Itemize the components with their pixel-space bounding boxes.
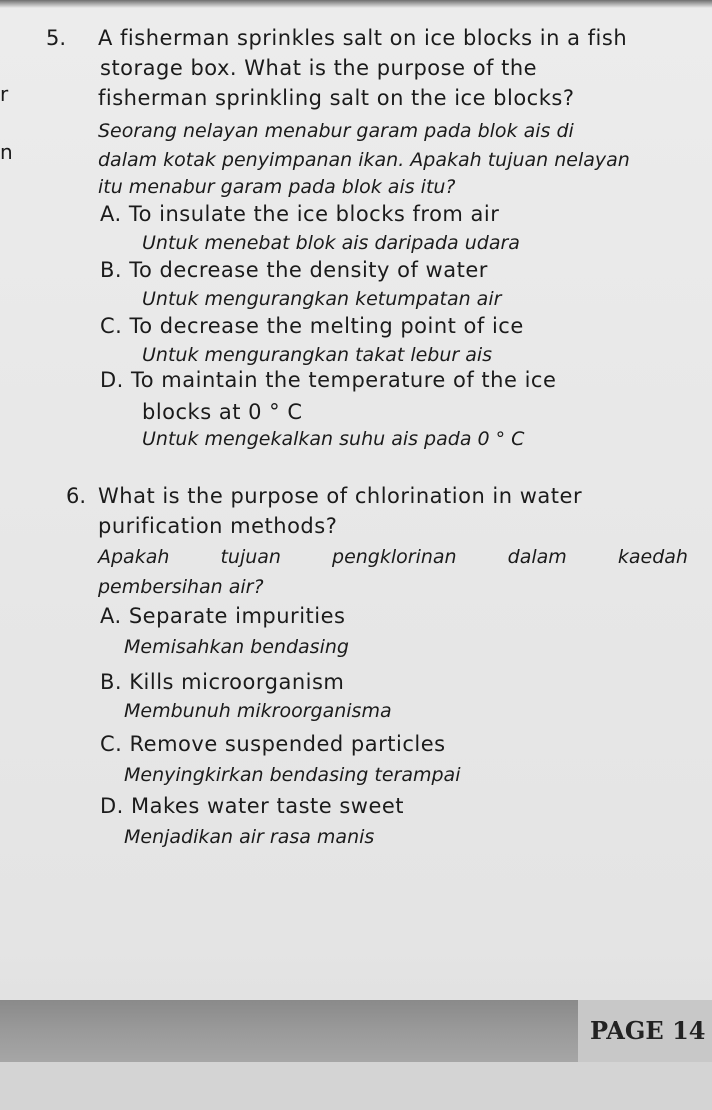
question-6-ms-word: tujuan (220, 546, 281, 568)
question-6-ms-word: Apakah (98, 546, 170, 568)
question-5-text-ms: itu menabur garam pada blok ais itu? (98, 176, 456, 198)
question-5-option-b-ms: Untuk mengurangkan ketumpatan air (142, 288, 502, 310)
question-6-ms-word: kaedah (617, 546, 688, 568)
question-5-option-d: D. To maintain the temperature of the ice (100, 368, 557, 392)
question-6-text-en: purification methods? (98, 514, 338, 538)
question-6-option-d-ms: Menjadikan air rasa manis (124, 826, 375, 848)
question-5-option-b: B. To decrease the density of water (100, 258, 488, 282)
margin-mark: r (0, 82, 9, 106)
question-5-text-ms: Seorang nelayan menabur garam pada blok ais di (98, 120, 574, 142)
question-5-number: 5. (46, 26, 67, 50)
question-5-option-a-ms: Untuk menebat blok ais daripada udara (142, 232, 520, 254)
question-6-option-c: C. Remove suspended particles (100, 732, 446, 756)
page-bottom-strip (0, 1062, 712, 1110)
question-6-option-d: D. Makes water taste sweet (100, 794, 405, 818)
question-5-option-c-ms: Untuk mengurangkan takat lebur ais (142, 344, 493, 366)
question-6-option-c-ms: Menyingkirkan bendasing terampai (124, 764, 461, 786)
question-6-ms-word: pengklorinan (332, 546, 457, 568)
question-6-text-ms: pembersihan air? (98, 576, 264, 598)
page-number: PAGE 14 (590, 1016, 706, 1045)
question-6-option-b-ms: Membunuh mikroorganisma (124, 700, 392, 722)
question-5-option-d-ms: Untuk mengekalkan suhu ais pada 0 ° C (142, 428, 525, 450)
question-6-text-ms (98, 546, 688, 568)
question-5-text-en: storage box. What is the purpose of the (100, 56, 538, 80)
page-edge-shadow (0, 0, 712, 8)
question-6-number: 6. (66, 484, 87, 508)
question-5-text-ms: dalam kotak penyimpanan ikan. Apakah tujuan nelayan (98, 149, 630, 171)
question-6-text-en: What is the purpose of chlorination in water (98, 484, 583, 508)
question-6-option-a: A. Separate impurities (100, 604, 346, 628)
margin-mark: n (0, 140, 13, 164)
question-6-option-b: B. Kills microorganism (100, 670, 345, 694)
question-5-option-d-line2: blocks at 0 ° C (142, 400, 303, 424)
question-5-option-a: A. To insulate the ice blocks from air (100, 202, 500, 226)
question-6-option-a-ms: Memisahkan bendasing (124, 636, 349, 658)
question-5-option-c: C. To decrease the melting point of ice (100, 314, 524, 338)
question-6-ms-word: dalam (507, 546, 567, 568)
question-5-text-en: A fisherman sprinkles salt on ice blocks in a fish (98, 26, 628, 50)
question-5-text-en: fisherman sprinkling salt on the ice blocks? (98, 86, 575, 110)
